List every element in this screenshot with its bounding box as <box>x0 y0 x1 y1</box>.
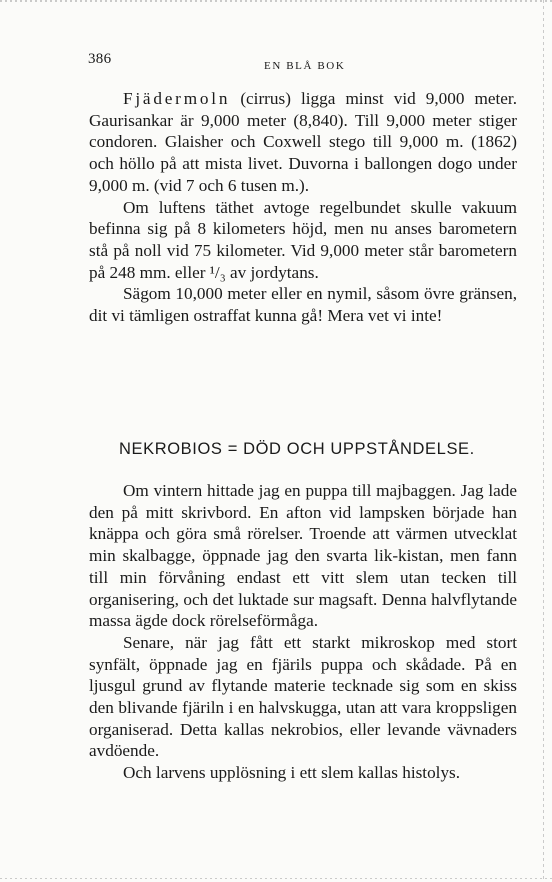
section-2-text <box>89 480 517 784</box>
paragraph-text: (cirrus) ligga minst vid 9,000 meter. Gaurisankar är 9,000 meter (8,840). Till 9,000 meter stiger condoren. Glaisher och Coxwell stego till 9,000 m. (1862) och höllo på att mista livet. Duvorna i ballongen dogo under 9,000 m. (vid 7 och 6 tusen m.). <box>89 89 517 195</box>
paragraph: Senare, när jag fått ett starkt mikroskop med stort synfält, öppnade jag en fjärils puppa och skådade. På en ljusgul grund av flytande materie tecknade sig som en skiss den blivande fjäriln i en halvskugga, utan att vara kroppsligen organiserad. Detta kallas nekrobios, eller levande vävnaders avdöende. <box>89 632 517 761</box>
paragraph-text: av jordytans. <box>225 262 319 282</box>
emphasized-term: Fjädermoln <box>123 89 231 108</box>
section-1-text <box>89 88 517 327</box>
paragraph: Sägom 10,000 meter eller en nymil, såsom övre gränsen, dit vi tämligen ostraffat kunna gå! Mera vet vi inte! <box>89 284 517 326</box>
paragraph: Om vintern hittade jag en puppa till majbaggen. Jag lade den på mitt skrivbord. En afton vid lampsken började han knäppa och göra små rörelser. Troende att värmen utvecklat min skalbagge, öppnade jag den svarta lik-kistan, men fann till min förvåning endast ett vitt slem utan tecken till organisering, och det luktade sur magsaft. Denna halvflytande massa ägde dock rörelseförmåga. <box>89 481 517 631</box>
fraction: ¹/₃ <box>209 262 226 282</box>
scan-edge-right <box>543 0 544 882</box>
paragraph <box>89 88 517 197</box>
section-heading: NEKROBIOS = DÖD OCH UPPSTÅNDELSE. <box>119 440 475 458</box>
page-number: 386 <box>88 51 112 67</box>
paragraph <box>89 197 517 284</box>
paragraph: Och larvens upplösning i ett slem kallas histolys. <box>123 763 461 783</box>
scan-edge-bottom <box>0 878 552 879</box>
running-head: EN BLÅ BOK <box>264 60 346 72</box>
scan-edge-top <box>0 0 552 2</box>
paragraph-text: Om luftens täthet avtoge regelbundet skulle vakuum befinna sig på 8 kilometers höjd, men nu anses barometern stå på noll vid 75 kilometer. Vid 9,000 meter står barometern på 248 mm. eller <box>89 197 517 282</box>
